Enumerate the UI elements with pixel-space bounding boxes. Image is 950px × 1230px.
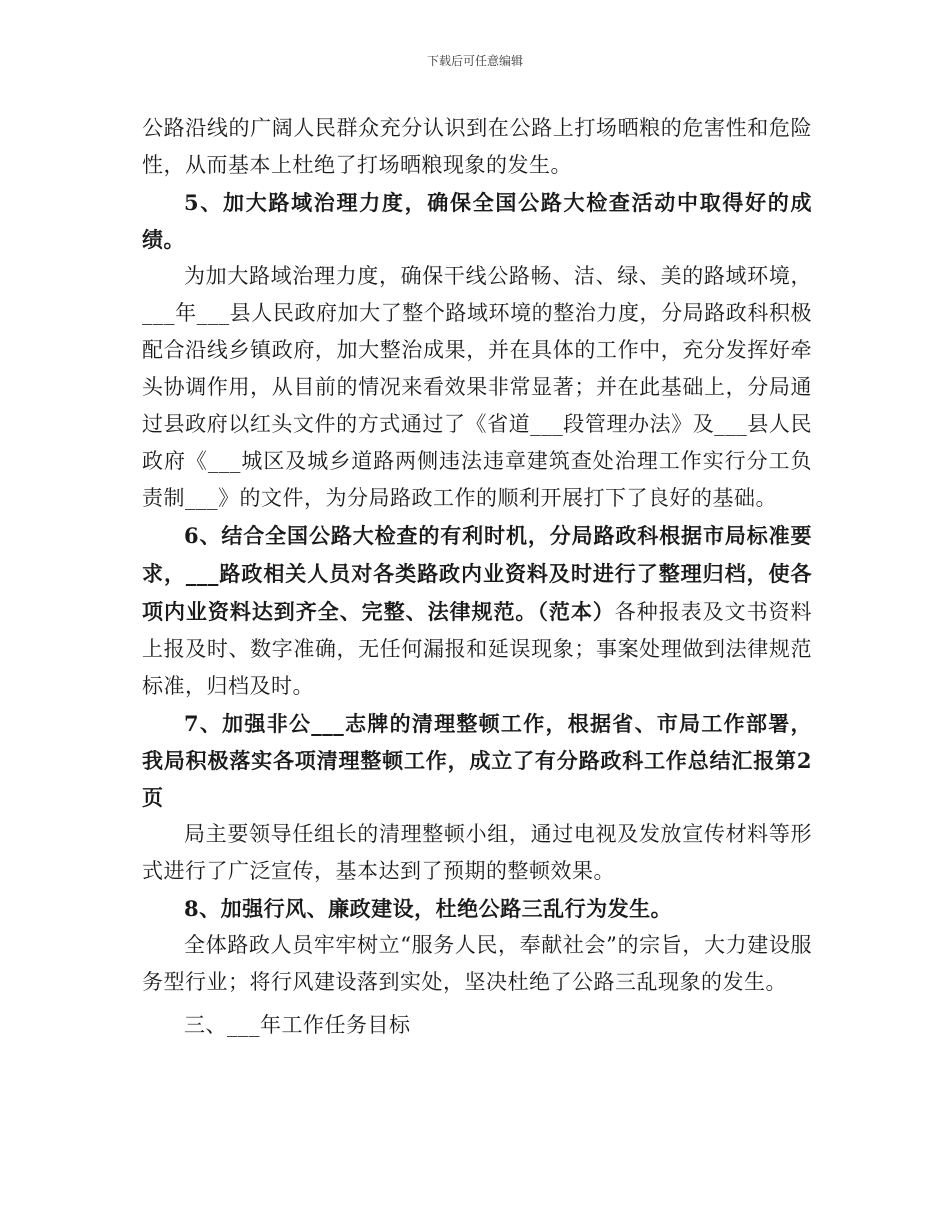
paragraph-text: 各种报表及文书资料上报及时、数字准确，无任何漏报和延误现象；事案处理做到法律规范标准，归档及时。 [142, 600, 812, 698]
section-heading: 8、加强行风、廉政建设，杜绝公路三乱行为发生。 [184, 896, 673, 921]
section-heading: 7、加强非公___志牌的清理整顿工作，根据省、市局工作部署，我局积极落实各项清理整顿工作，成立了有分路政科工作总结汇报第2页 [142, 711, 812, 810]
page-header: 下载后可任意编辑 [426, 54, 523, 68]
paragraph: 公路沿线的广阔人民群众充分认识到在公路上打场晒粮的危害性和危险性，从而基本上杜绝了打场晒粮现象的发生。 [142, 116, 812, 177]
bold-lead-text: 6、结合全国公路大检查的有利时机，分局路政科根据市局标准要求，___路政相关人员对各类路政内业资料及时进行了整理归档，使各项内业资料达到齐全、完整、法律规范。（范本） [142, 523, 812, 624]
paragraph: 局主要领导任组长的清理整顿小组，通过电视及发放宣传材料等形式进行了广泛宣传，基本达到了预期的整顿效果。 [142, 822, 812, 883]
document-body [142, 110, 812, 1044]
paragraph: 全体路政人员牢牢树立“服务人民，奉献社会”的宗旨，大力建设服务型行业；将行风建设落到实处，坚决杜绝了公路三乱现象的发生。 [142, 933, 812, 994]
section-heading: 5、加大路域治理力度，确保全国公路大检查活动中取得好的成绩。 [142, 190, 812, 252]
chapter-heading: 三、___年工作任务目标 [184, 1013, 411, 1037]
paragraph [142, 517, 812, 705]
paragraph: 为加大路域治理力度，确保干线公路畅、洁、绿、美的路域环境，___年___县人民政府加大了整个路域环境的整治力度，分局路政科积极配合沿线乡镇政府，加大整治成果，并在具体的工作中，充分发挥好牵头协调作用，从目前的情况来看效果非常显著；并在此基础上，分局通过县政府以红头文件的方式通过了《省道___段管理办法》及___县人民政府《___城区及城乡道路两侧违法违章建筑查处治理工作实行分工负责制___》的文件，为分局路政工作的顺利开展打下了良好的基础。 [142, 264, 812, 510]
